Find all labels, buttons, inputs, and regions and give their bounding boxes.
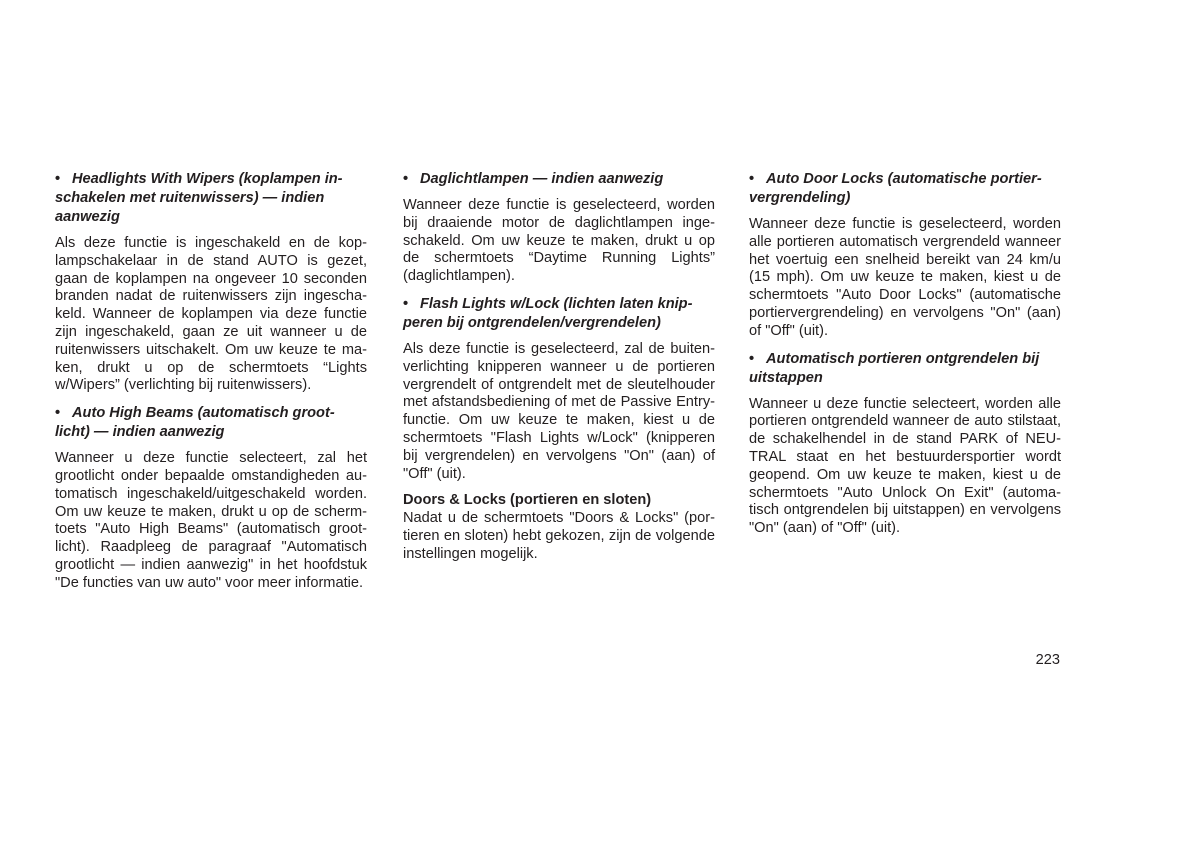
heading-text: Auto Door Locks (automatische portier- vergrendeling) [749,171,1042,206]
section-body-daglichtlampen: Wanneer deze functie is geselecteerd, worden bij draaiende motor de daglichtlampen inge- schakeld. Om uw keuze te maken, drukt u op de schermtoets “Daytime Running Lights” (daglichtlampen). [403,197,715,285]
subsection-body-doors-locks: Nadat u de schermtoets "Doors & Locks" (por- tieren en sloten) hebt gekozen, zijn de volgende instellingen mogelijk. [403,510,715,562]
bullet-icon: • [403,295,409,312]
bullet-icon: • [55,405,61,422]
section-heading-auto-high-beams [55,404,367,442]
section-body-flash-lights-w-lock: Als deze functie is geselecteerd, zal de buiten- verlichting knipperen wanneer u de portieren vergrendelt of ontgrendelt met de sleutelhouder met afstandsbediening of met de Passive Entry- functie. Om uw keuze te maken, kiest u de schermtoets "Flash Lights w/Lock" (knipperen bij vergrendelen) en vervolgens "On" (aan) of "Off" (uit). [403,340,715,482]
bullet-icon: • [55,171,61,187]
column-middle [403,170,715,573]
column-left [55,170,367,602]
heading-text: Flash Lights w/Lock (lichten laten knip- peren bij ontgrendelen/vergrendelen) [403,295,693,331]
section-heading-auto-door-locks [749,170,1061,208]
section-heading-auto-unlock-on-exit [749,350,1061,388]
section-heading-daglichtlampen [403,170,715,189]
bullet-icon: • [749,350,755,367]
heading-text: Automatisch portieren ontgrendelen bij uitstappen [749,350,1040,386]
heading-text: Auto High Beams (automatisch groot- licht) — indien aanwezig [55,405,335,441]
bullet-icon: • [403,171,409,187]
heading-text: Daglichtlampen — indien aanwezig [420,171,664,187]
bullet-icon: • [749,171,755,187]
subsection-heading-doors-locks: Doors & Locks (portieren en sloten) [403,492,652,509]
section-heading-flash-lights-w-lock [403,295,715,333]
page-number: 223 [1035,652,1060,668]
section-body-auto-door-locks: Wanneer deze functie is geselecteerd, worden alle portieren automatisch vergrendeld wanneer het voertuig een snelheid bereikt van 24 km/u (15 mph). Om uw keuze te maken, kiest u de schermtoets "Auto Door Locks" (automatische portiervergrendeling) en vervolgens "On" (aan) of "Off" (uit). [749,216,1061,339]
section-body-headlights-with-wipers: Als deze functie is ingeschakeld en de kop- lampschakelaar in de stand AUTO is gezet, gaan de koplampen na ongeveer 10 seconden branden nadat de ruitenwissers zijn ingescha- keld. Wanneer de koplampen via deze functie zijn ingeschakeld, gaan ze uit wanneer u de ruitenwissers uitschakelt. Om uw keuze te ma- ken, drukt u op de schermtoets “Lights w/Wipers” (verlichting bij ruitenwissers). [55,235,367,394]
section-heading-headlights-with-wipers [55,170,367,227]
section-body-auto-high-beams: Wanneer u deze functie selecteert, zal het grootlicht onder bepaalde omstandigheden au- tomatisch ingeschakeld/uitgeschakeld worden. Om uw keuze te maken, drukt u op de scherm- toets "Auto High Beams" (automatisch groot- licht). Raadpleeg de paragraaf "Automatisch grootlicht — indien aanwezig" in het hoofdstuk "De functies van uw auto" voor meer informatie. [55,450,367,591]
heading-text: Headlights With Wipers (koplampen in- schakelen met ruitenwissers) — indien aanwezig [55,171,343,225]
section-body-auto-unlock-on-exit: Wanneer u deze functie selecteert, worden alle portieren ontgrendeld wanneer de auto stilstaat, de schakelhendel in de stand PARK of NEU- TRAL staat en het bestuurdersportier wordt geopend. Om uw keuze te maken, kiest u de schermtoets "Auto Unlock On Exit" (automa- tisch ontgrendelen bij uitstappen) en vervolgens "On" (aan) of "Off" (uit). [749,395,1061,537]
column-right [749,170,1061,547]
